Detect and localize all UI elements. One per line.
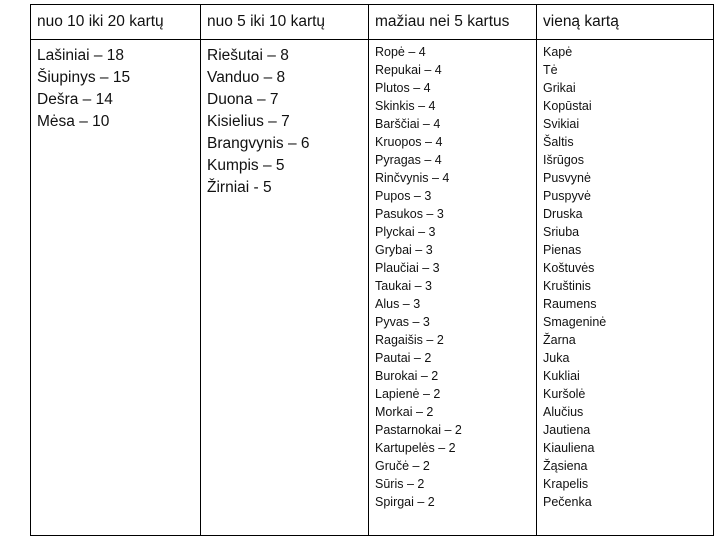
list-item: Druska <box>543 207 583 221</box>
list-item: Barščiai – 4 <box>375 117 441 131</box>
list-item: Tė <box>543 63 558 77</box>
list-item: Išrūgos <box>543 153 584 167</box>
list-item: Morkai – 2 <box>375 405 434 419</box>
items-row <box>31 40 714 536</box>
list-item: Taukai – 3 <box>375 279 432 293</box>
list-item: Kiauliena <box>543 441 595 455</box>
list-item: Lapienė – 2 <box>375 387 441 401</box>
list-item: Sūris – 2 <box>375 477 425 491</box>
list-item: Raumens <box>543 297 597 311</box>
header-once: vieną kartą <box>537 5 714 40</box>
list-item: Kumpis – 5 <box>207 157 285 174</box>
list-item: Kuršolė <box>543 387 586 401</box>
column-less-5 <box>369 40 537 536</box>
list-item: Plaučiai – 3 <box>375 261 440 275</box>
header-5-10: nuo 5 iki 10 kartų <box>201 5 369 40</box>
list-item: Gručė – 2 <box>375 459 430 473</box>
header-10-20: nuo 10 iki 20 kartų <box>31 5 201 40</box>
list-item: Plyckai – 3 <box>375 225 436 239</box>
header-less-5: mažiau nei 5 kartus <box>369 5 537 40</box>
list-item: Skinkis – 4 <box>375 99 436 113</box>
list-item: Koštuvės <box>543 261 595 275</box>
list-item: Pienas <box>543 243 582 257</box>
list-item: Ropė – 4 <box>375 45 426 59</box>
list-item: Lašiniai – 18 <box>37 47 125 64</box>
column-5-10 <box>201 40 369 536</box>
column-once <box>537 40 714 536</box>
list-item: Pastarnokai – 2 <box>375 423 462 437</box>
list-item: Spirgai – 2 <box>375 495 435 509</box>
list-item: Pasukos – 3 <box>375 207 444 221</box>
list-item: Pyvas – 3 <box>375 315 430 329</box>
list-item: Riešutai – 8 <box>207 47 289 64</box>
column-10-20 <box>31 40 201 536</box>
list-item: Krapelis <box>543 477 589 491</box>
list-item: Kartupelės – 2 <box>375 441 456 455</box>
list-item: Pusvynė <box>543 171 591 185</box>
list-item: Sriuba <box>543 225 580 239</box>
list-item: Burokai – 2 <box>375 369 439 383</box>
list-item: Plutos – 4 <box>375 81 431 95</box>
list-item: Kukliai <box>543 369 580 383</box>
list-item: Puspyvė <box>543 189 591 203</box>
list-item: Pautai – 2 <box>375 351 432 365</box>
list-item: Rinčvynis – 4 <box>375 171 450 185</box>
list-item: Šaltis <box>543 135 574 149</box>
list-item: Smageninė <box>543 315 607 329</box>
list-item: Juka <box>543 351 570 365</box>
list-item: Ragaišis – 2 <box>375 333 444 347</box>
list-item: Kopūstai <box>543 99 592 113</box>
list-item: Grikai <box>543 81 576 95</box>
list-item: Svikiai <box>543 117 580 131</box>
list-item: Grybai – 3 <box>375 243 433 257</box>
list-item: Kruštinis <box>543 279 591 293</box>
list-item: Repukai – 4 <box>375 63 442 77</box>
frequency-table <box>30 4 714 536</box>
list-item: Mėsa – 10 <box>37 113 110 130</box>
list-item: Jautiena <box>543 423 591 437</box>
list-item: Kisielius – 7 <box>207 113 290 130</box>
list-item: Duona – 7 <box>207 91 279 108</box>
list-item: Pyragas – 4 <box>375 153 442 167</box>
list-item: Alučius <box>543 405 584 419</box>
header-row <box>31 5 714 40</box>
list-item: Kruopos – 4 <box>375 135 443 149</box>
list-item: Dešra – 14 <box>37 91 113 108</box>
list-item: Žąsiena <box>543 459 588 473</box>
list-item: Brangvynis – 6 <box>207 135 310 152</box>
list-item: Kapė <box>543 45 573 59</box>
list-item: Vanduo – 8 <box>207 69 286 86</box>
list-item: Žarna <box>543 333 576 347</box>
list-item: Pečenka <box>543 495 592 509</box>
list-item: Pupos – 3 <box>375 189 432 203</box>
list-item: Šiupinys – 15 <box>37 69 131 86</box>
list-item: Alus – 3 <box>375 297 421 311</box>
list-item: Žirniai - 5 <box>207 179 272 196</box>
